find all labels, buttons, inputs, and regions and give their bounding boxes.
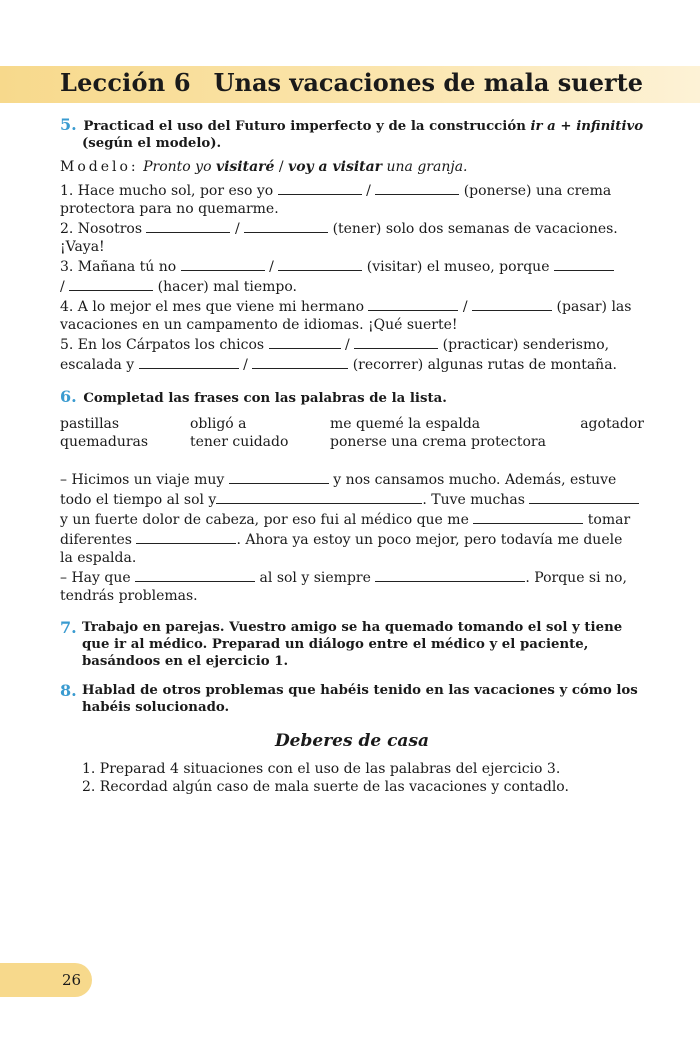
word-item: quemaduras bbox=[60, 434, 149, 450]
word-item: obligó a bbox=[190, 416, 247, 432]
word-list bbox=[60, 415, 644, 451]
ex6-line-2 bbox=[60, 489, 644, 509]
ex5-text: (pasar) las bbox=[556, 299, 632, 315]
ex5-line-2: protectora para no quemarme. bbox=[60, 201, 279, 217]
ex5-text: (tener) solo dos semanas de vacaciones. bbox=[332, 221, 618, 237]
ex5-text: 4. A lo mejor el mes que viene mi hermano bbox=[60, 299, 365, 315]
blank-field[interactable] bbox=[135, 567, 255, 582]
blank-field[interactable] bbox=[146, 218, 230, 233]
ex5-text: (ponerse) una crema bbox=[463, 183, 612, 199]
exercise-8-text: Hablad de otros problemas que habéis tenido en las vacaciones y cómo los habéis solucionado. bbox=[82, 683, 638, 715]
exercise-6-instruction bbox=[60, 388, 644, 407]
ex5-text: 2. Nosotros bbox=[60, 221, 143, 237]
blank-field[interactable] bbox=[252, 354, 348, 369]
model-text-c: una granja. bbox=[382, 159, 468, 175]
blank-field[interactable] bbox=[269, 334, 341, 349]
page-content bbox=[60, 116, 644, 796]
exercise-5-number: 5. bbox=[60, 115, 77, 134]
slash: / bbox=[243, 357, 248, 373]
homework-item: 2. Recordad algún caso de mala suerte de las vacaciones y contadlo. bbox=[82, 779, 569, 795]
exercise-6-text: Completad las frases con las palabras de la lista. bbox=[83, 391, 447, 406]
ex6-text: al sol y siempre bbox=[259, 570, 371, 586]
model-ir-a: voy a visitar bbox=[288, 159, 383, 175]
blank-field[interactable] bbox=[136, 529, 236, 544]
model-sentence bbox=[60, 158, 644, 176]
slash: / bbox=[269, 259, 274, 275]
ex6-text: y nos cansamos mucho. Además, estuve bbox=[333, 472, 617, 488]
ex6-line-4 bbox=[60, 529, 644, 549]
slash: / bbox=[345, 337, 350, 353]
blank-field[interactable] bbox=[278, 256, 362, 271]
blank-field[interactable] bbox=[368, 296, 458, 311]
blank-field[interactable] bbox=[473, 509, 583, 524]
blank-field[interactable] bbox=[244, 218, 328, 233]
blank-field[interactable] bbox=[139, 354, 239, 369]
word-item: pastillas bbox=[60, 416, 120, 432]
ex5-text: (recorrer) algunas rutas de montaña. bbox=[352, 357, 617, 373]
word-item: me quemé la espalda bbox=[330, 416, 481, 432]
ex5-text: 5. En los Cárpatos los chicos bbox=[60, 337, 265, 353]
ex5-text: (visitar) el museo, porque bbox=[366, 259, 550, 275]
blank-field[interactable] bbox=[278, 180, 362, 195]
ex6-line-3 bbox=[60, 509, 644, 529]
blank-field[interactable] bbox=[375, 180, 459, 195]
ex5-line-4: ¡Vaya! bbox=[60, 239, 105, 255]
exercise-5-instruction bbox=[60, 116, 644, 152]
word-item: tener cuidado bbox=[190, 434, 289, 450]
exercise-8-number: 8. bbox=[60, 681, 77, 700]
ex6-text: y un fuerte dolor de cabeza, por eso fui al médico que me bbox=[60, 512, 469, 528]
blank-field[interactable] bbox=[472, 296, 552, 311]
blank-field[interactable] bbox=[181, 256, 265, 271]
exercise-8-instruction bbox=[60, 682, 644, 716]
exercise-5-text-2: (según el modelo). bbox=[82, 136, 222, 151]
lesson-number: Lección 6 bbox=[60, 68, 191, 97]
ex6-line-1 bbox=[60, 469, 644, 489]
ex6-line-6 bbox=[60, 567, 644, 587]
page-number: 26 bbox=[62, 971, 82, 989]
word-item: ponerse una crema protectora bbox=[330, 434, 546, 450]
slash: / bbox=[366, 183, 371, 199]
ex5-line-6 bbox=[60, 276, 644, 296]
ex6-line-5: la espalda. bbox=[60, 550, 137, 566]
blank-field[interactable] bbox=[354, 334, 438, 349]
ex5-line-5 bbox=[60, 256, 644, 276]
ex6-text: – Hicimos un viaje muy bbox=[60, 472, 225, 488]
ex6-text: – Hay que bbox=[60, 570, 131, 586]
ex5-line-9 bbox=[60, 334, 644, 354]
exercise-5-text: Practicad el uso del Futuro imperfecto y de la construcción bbox=[83, 119, 531, 134]
ex6-text: tomar bbox=[587, 512, 631, 528]
homework-list bbox=[60, 760, 644, 796]
homework-title: Deberes de casa bbox=[274, 731, 430, 751]
ex6-text: . Tuve muchas bbox=[422, 492, 525, 508]
ex5-text: (practicar) senderismo, bbox=[442, 337, 610, 353]
ex5-text: (hacer) mal tiempo. bbox=[157, 279, 297, 295]
word-item: agotador bbox=[580, 416, 644, 432]
slash: / bbox=[462, 299, 468, 315]
ex6-text: . Ahora ya estoy un poco mejor, pero todavía me duele bbox=[236, 532, 623, 548]
ex5-line-8: vacaciones en un campamento de idiomas. ¡Qué suerte! bbox=[60, 317, 458, 333]
lesson-title: Unas vacaciones de mala suerte bbox=[213, 68, 643, 97]
blank-field[interactable] bbox=[69, 276, 153, 291]
homework-item: 1. Preparad 4 situaciones con el uso de las palabras del ejercicio 3. bbox=[82, 761, 561, 777]
slash: / bbox=[234, 221, 240, 237]
model-future: visitaré bbox=[215, 159, 275, 175]
ex5-text: 1. Hace mucho sol, por eso yo bbox=[60, 183, 274, 199]
exercise-5-construction: ir a + infinitivo bbox=[530, 119, 644, 134]
blank-field[interactable] bbox=[216, 489, 422, 504]
slash: / bbox=[60, 279, 65, 295]
ex5-line-3 bbox=[60, 218, 644, 238]
ex5-line-7 bbox=[60, 296, 644, 316]
exercise-7-text: Trabajo en parejas. Vuestro amigo se ha quemado tomando el sol y tiene que ir al médico. Preparad un diálogo entre el médico y el paciente, basándoos en el ejercicio 1. bbox=[82, 620, 623, 669]
blank-field[interactable] bbox=[375, 567, 525, 582]
ex5-text: 3. Mañana tú no bbox=[60, 259, 177, 275]
model-label: Modelo: bbox=[60, 159, 139, 175]
blank-field[interactable] bbox=[554, 256, 614, 271]
exercise-7-number: 7. bbox=[60, 618, 77, 637]
ex6-text: . Porque si no, bbox=[525, 570, 627, 586]
ex5-text: escalada y bbox=[60, 357, 135, 373]
exercise-6-number: 6. bbox=[60, 387, 77, 406]
ex6-line-7: tendrás problemas. bbox=[60, 588, 198, 604]
ex6-text: diferentes bbox=[60, 532, 132, 548]
model-separator: / bbox=[274, 159, 289, 175]
ex6-text: todo el tiempo al sol y bbox=[60, 492, 217, 508]
ex5-line-1 bbox=[60, 180, 644, 200]
ex5-line-10 bbox=[60, 354, 644, 374]
model-text-a: Pronto yo bbox=[143, 159, 216, 175]
exercise-7-instruction bbox=[60, 619, 644, 670]
blank-field[interactable] bbox=[529, 489, 639, 504]
blank-field[interactable] bbox=[229, 469, 329, 484]
